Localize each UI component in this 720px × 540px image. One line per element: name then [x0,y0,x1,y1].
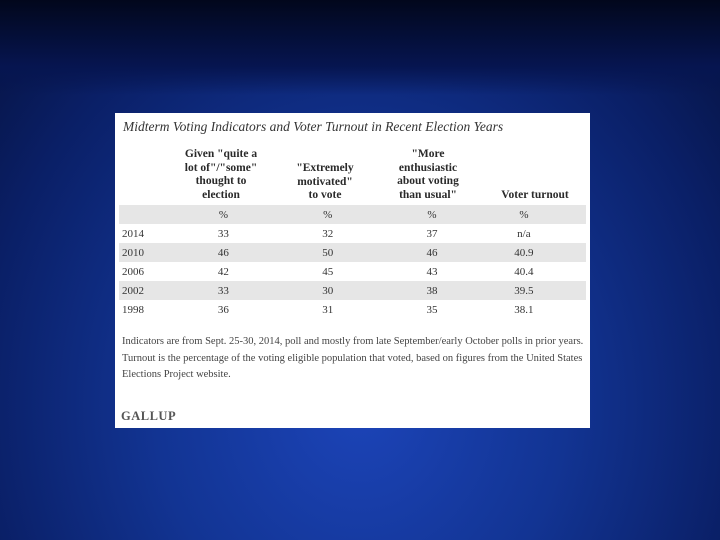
header-voter-turnout: Voter turnout [501,189,569,201]
units-row [119,205,586,224]
table-cell: 30 [253,281,402,300]
table-cell: 45 [322,265,334,278]
header-extremely-motivated: "Extremely motivated" to vote [296,162,354,201]
table-cell: 43 [426,265,438,278]
table-cell: 42 [217,265,229,278]
gallup-logo: GALLUP [121,409,177,423]
table-cell: 40.9 [462,243,586,262]
table-row [119,243,586,262]
table-cell: 37 [426,227,438,240]
year-cell: 2010 [119,243,194,262]
table-cell: % [253,205,402,224]
table-cell: 46 [402,243,462,262]
header-more-enthusiastic: "More enthusiastic about voting than usual" [397,148,459,201]
year-cell: 1998 [122,303,144,316]
table-cell: 33 [217,227,229,240]
table-cell: % [194,205,254,224]
table-row [119,281,586,300]
year-cell: 2006 [122,265,144,278]
table-cell: 33 [194,281,254,300]
table-cell: 39.5 [462,281,586,300]
table-cell: % [402,205,462,224]
slide-top-gradient [0,0,720,95]
table-footnotes [122,334,584,384]
year-cell: 2002 [119,281,194,300]
table-title: Midterm Voting Indicators and Voter Turnout in Recent Election Years [123,119,504,134]
header-thought-to-election: Given "quite a lot of"/"some" thought to election [184,148,258,201]
table-cell: % [462,205,586,224]
table-cell: 50 [253,243,402,262]
gallup-table-card [115,113,590,428]
table-cell: 38.1 [514,303,534,316]
table-cell: 46 [194,243,254,262]
table-row [119,262,586,281]
table-cell: 35 [426,303,438,316]
units-year-cell [119,205,194,224]
table-row [119,300,586,319]
table-cell: 36 [217,303,229,316]
footnote-turnout: Turnout is the percentage of the voting eligible population that voted, based on figures from the United States Elections Project website. [122,352,583,380]
footnote-indicators: Indicators are from Sept. 25-30, 2014, poll and mostly from late September/early October polls in prior years. [122,336,584,347]
table-cell: 38 [402,281,462,300]
table-cell: 32 [322,227,334,240]
year-cell: 2014 [122,227,144,240]
table-cell: n/a [517,227,531,240]
table-cell: 31 [322,303,334,316]
voting-indicators-table [119,205,586,319]
table-row [119,224,586,243]
table-cell: 40.4 [514,265,534,278]
